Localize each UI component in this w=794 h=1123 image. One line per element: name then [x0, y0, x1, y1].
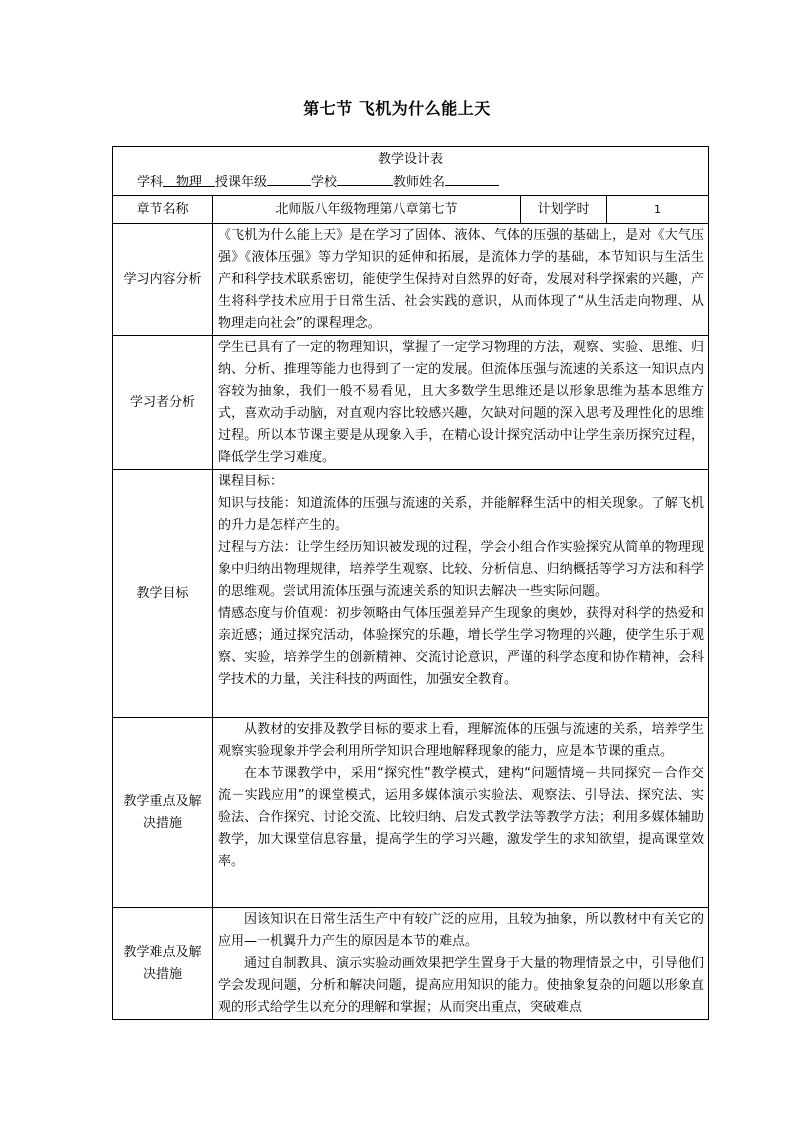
- teacher-label: 教师姓名: [393, 175, 446, 190]
- key-points-label: 教学重点及解决措施: [113, 718, 213, 908]
- difficulties-para-1: 因该知识在日常生活生产中有较广泛的应用，且较为抽象，所以教材中有关它的应用—一机翼升力产生的原因是本节的难点。: [218, 912, 704, 949]
- subject-label: 学科: [137, 175, 164, 190]
- teacher-blank: [445, 171, 499, 186]
- objective-attitude: 情感态度与价值观：初步领略由气体压强差异产生现象的奥妙，获得对科学的热爱和亲近感；通过探究活动，体验探究的乐趣，增长学生学习物理的兴趣，使学生乐于观察、实验，培养学生的创新精神、交流讨论意识，严谨的科学态度和协作精神，会科学技术的力量，关注科技的两面性，加强安全教育。: [218, 606, 704, 687]
- objectives-label: 教学目标: [113, 470, 213, 718]
- objectives-row: [113, 470, 709, 718]
- learner-analysis-label: 学习者分析: [113, 336, 213, 470]
- learner-analysis-row: [113, 336, 709, 470]
- objective-knowledge: 知识与技能：知道流体的压强与流速的关系，并能解释生活中的相关现象。了解飞机的升力是怎样产生的。: [218, 496, 704, 533]
- objective-process: 过程与方法：让学生经历知识被发现的过程，学会小组合作实验探究从简单的物理现象中归纳出物理规律，培养学生观察、比较、分析信息、归纳概括等学习方法和科学的思维观。尝试用流体压强与流速关系的知识去解决一些实际问题。: [218, 540, 704, 599]
- difficulties-row: [113, 908, 709, 1020]
- table-header-row: [113, 147, 709, 196]
- school-blank: [337, 171, 393, 186]
- difficulties-label: 教学难点及解决措施: [113, 908, 213, 1020]
- content-analysis-text: 《飞机为什么能上天》是在学习了固体、液体、气体的压强的基础上，是对《大气压强》《液体压强》等力学知识的延伸和拓展，是流体力学的基础，本节知识与生活生产和科学技术联系密切，能使学生保持对自然界的好奇，发展对科学探索的兴趣，产生将科学技术应用于日常生活、社会实践的意识，从而体现了“从生活走向物理、从物理走向社会”的课程理念。: [213, 224, 709, 336]
- grade-blank: [267, 171, 311, 186]
- objectives-content: [213, 470, 709, 718]
- table-header-cell: [113, 147, 709, 196]
- difficulties-para-2: 通过自制教具、演示实验动画效果把学生置身于大量的物理情景之中，引导他们学会发现问题，分析和解决问题，提高应用知识的能力。使抽象复杂的问题以形象直观的形式给学生以充分的理解和掌握；从而突出重点，突破难点: [218, 956, 704, 1015]
- subject-value: 物理: [163, 172, 215, 187]
- header-fields: [113, 171, 708, 194]
- key-points-para-2: 在本节课教学中，采用“探究性”教学模式，建构“问题情境－共同探究－合作交流－实践应用”的课堂模式，运用多媒体演示实验法、观察法、引导法、探究法、实验法、合作探究、讨论交流、比较归纳、启发式教学法等教学方法；利用多媒体辅助教学，加大课堂信息容量，提高学生的学习兴趣，激发学生的求知欲望，提高课堂效率。: [218, 766, 704, 869]
- lesson-plan-table: [112, 146, 709, 1020]
- school-label: 学校: [311, 175, 338, 190]
- page-title: 第七节 飞机为什么能上天: [303, 99, 491, 118]
- hours-label: 计划学时: [521, 196, 607, 224]
- key-points-content: [213, 718, 709, 908]
- content-analysis-label: 学习内容分析: [113, 224, 213, 336]
- chapter-label: 章节名称: [113, 196, 213, 224]
- grade-label: 授课年级: [215, 175, 268, 190]
- content-analysis-row: [113, 224, 709, 336]
- key-points-row: [113, 718, 709, 908]
- chapter-value: 北师版八年级物理第八章第七节: [213, 196, 521, 224]
- hours-value: 1: [607, 196, 709, 224]
- table-title: 教学设计表: [377, 152, 443, 167]
- objectives-heading: 课程目标：: [218, 474, 284, 489]
- key-points-para-1: 从教材的安排及教学目标的要求上看，理解流体的压强与流速的关系，培养学生观察实验现象并学会利用所学知识合理地解释现象的能力，应是本节课的重点。: [218, 722, 704, 759]
- chapter-row: [113, 196, 709, 224]
- difficulties-content: [213, 908, 709, 1020]
- learner-analysis-text: 学生已具有了一定的物理知识，掌握了一定学习物理的方法，观察、实验、思维、归纳、分析、推理等能力也得到了一定的发展。但流体压强与流速的关系这一知识点内容较为抽象，我们一般不易看见，且大多数学生思维还是以形象思维为基本思维方式，喜欢动手动脑，对直观内容比较感兴趣，欠缺对问题的深入思考及理性化的思维过程。所以本节课主要是从现象入手，在精心设计探究活动中让学生亲历探究过程，降低学生学习难度。: [213, 336, 709, 470]
